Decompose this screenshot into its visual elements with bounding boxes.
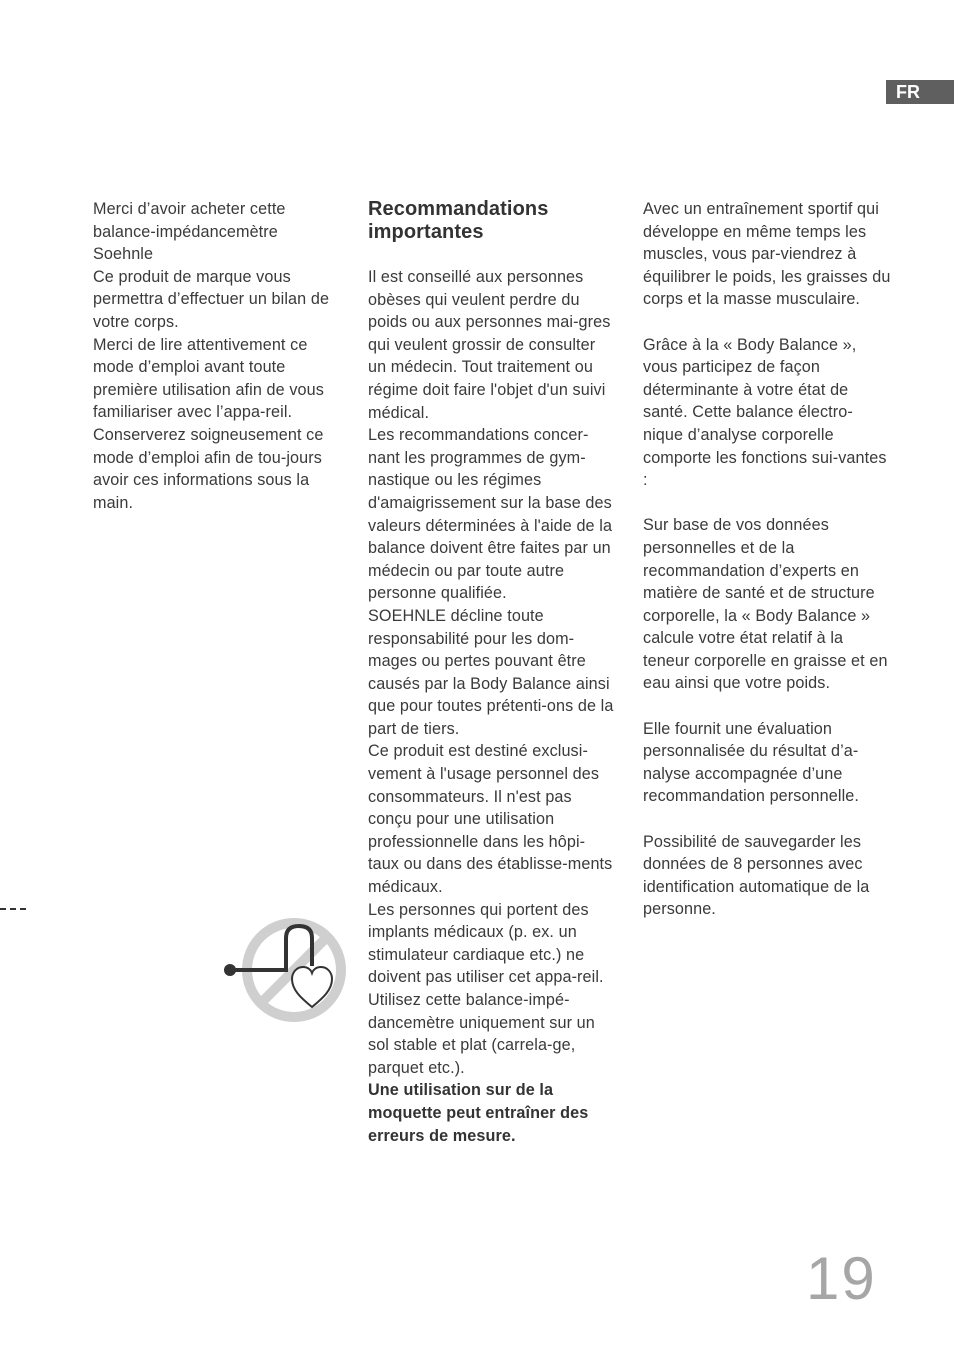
recommendations-column — [368, 198, 616, 1147]
language-tab: FR — [886, 80, 954, 104]
recommendation-paragraph: Les recommandations concer-nant les programmes de gym-nastique ou les régimes d'amaigrissement sur la base des valeurs déterminées à l'aide de la balance doivent être faites par un médecin ou par toute autre personne qualifiée. — [368, 426, 613, 603]
feature-paragraph: Elle fournit une évaluation personnalisée du résultat d’a-nalyse accompagnée d’une recommandation personnelle. — [643, 719, 859, 806]
recommendation-paragraph: Utilisez cette balance-impé-dancemètre uniquement sur un sol stable et plat (carrela-ge, parquet etc.). — [368, 991, 595, 1077]
carpet-warning: Une utilisation sur de la moquette peut entraîner des erreurs de mesure. — [368, 1081, 589, 1145]
intro-column — [93, 198, 341, 514]
feature-paragraph: Sur base de vos données personnelles et de la recommandation d’experts en matière de santé et de structure corporelle, la « Body Balance » calcule votre état relatif à la teneur corporelle en graisse et en eau ainsi que votre poids. — [643, 516, 888, 693]
page-number: 19 — [806, 1245, 877, 1312]
intro-paragraph: Conserverez soigneusement ce mode d’emploi afin de tou-jours avoir ces informations sous la main. — [93, 425, 324, 512]
recommendation-paragraph: SOEHNLE décline toute responsabilité pour les dom-mages ou pertes pouvant être causés par la Body Balance ainsi que pour toutes prétenti-ons de la part de tiers. — [368, 606, 614, 738]
recommendations-heading: Recommandations importantes — [368, 198, 549, 243]
feature-paragraph: Avec un entraînement sportif qui développe en même temps les muscles, vous par-viendrez à équilibrer le poids, les graisses du corps et la masse musculaire. — [643, 200, 891, 309]
features-column — [643, 198, 891, 921]
feature-paragraph: Grâce à la « Body Balance », vous participez de façon déterminante à votre état de santé. Cette balance électro-nique d’analyse corporelle comporte les fonctions sui-vantes : — [643, 335, 887, 490]
feature-paragraph: Possibilité de sauvegarder les données de 8 personnes avec identification automatique de la personne. — [643, 832, 870, 919]
cut-mark — [0, 908, 26, 912]
intro-paragraph: Merci de lire attentivement ce mode d’emploi avant toute première utilisation afin de vous familiariser avec l’appa-reil. — [93, 335, 324, 422]
recommendation-paragraph: Ce produit est destiné exclusi-vement à l'usage personnel des consommateurs. Il n'est pas conçu pour une utilisation professionnelle dans les hôpi-taux ou dans des établisse-ments médicaux. — [368, 742, 613, 897]
no-pacemaker-icon — [220, 916, 350, 1026]
intro-paragraph: Merci d’avoir acheter cette balance-impédancemètre Soehnle — [93, 200, 286, 264]
intro-paragraph: Ce produit de marque vous permettra d’effectuer un bilan de votre corps. — [93, 267, 330, 331]
recommendation-paragraph: Il est conseillé aux personnes obèses qui veulent perdre du poids ou aux personnes mai-gres qui veulent grossir de consulter un médecin. Tout traitement ou régime doit faire l'objet d'un suivi médical. — [368, 268, 611, 422]
recommendation-paragraph: Les personnes qui portent des implants médicaux (p. ex. un stimulateur cardiaque etc.) ne doivent pas utiliser cet appa-reil. — [368, 900, 604, 987]
